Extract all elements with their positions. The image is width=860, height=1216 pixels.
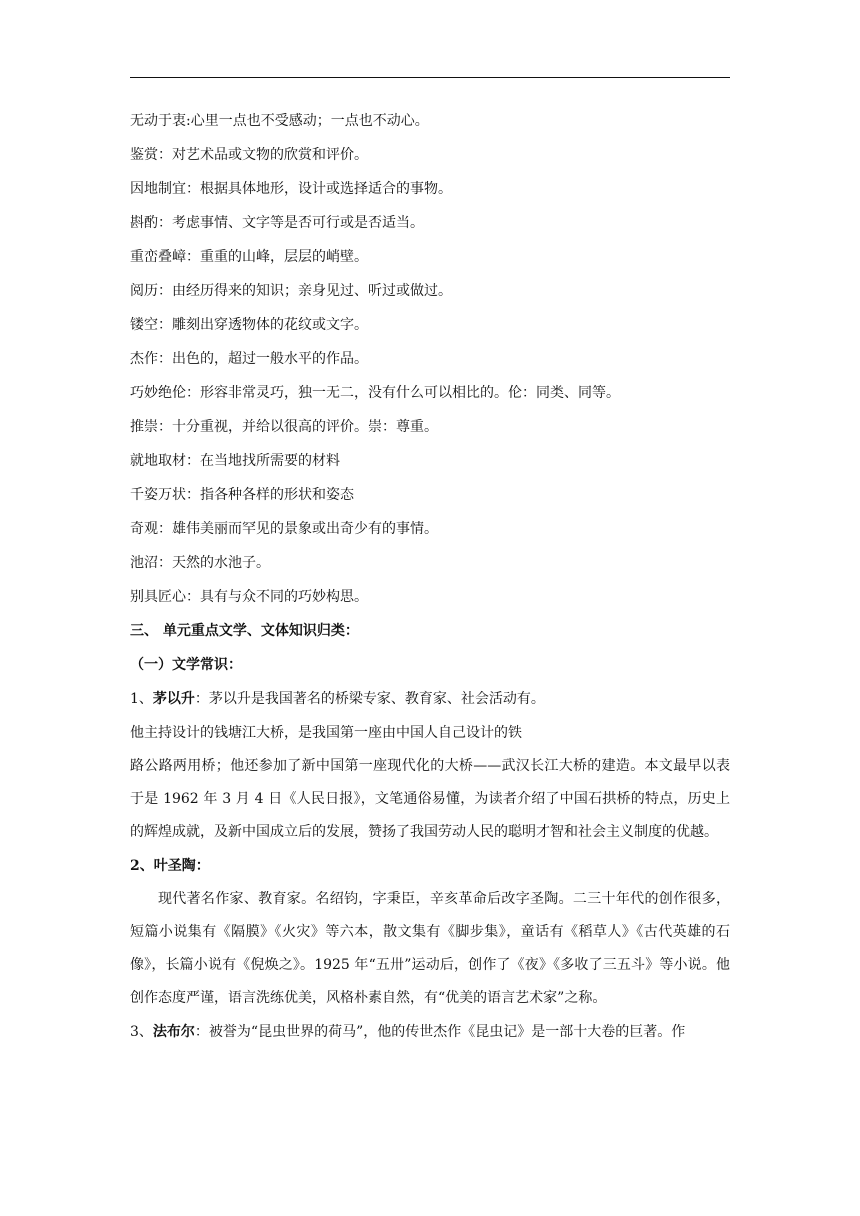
definition-line: 千姿万状：指各种各样的形状和姿态 [130, 487, 354, 503]
definition-line: 杰作：出色的，超过一般水平的作品。 [130, 351, 368, 367]
subsection-heading: （一）文学常识： [130, 657, 242, 673]
definition-line: 奇观：雄伟美丽而罕见的景象或出奇少有的事情。 [130, 521, 438, 537]
item-3-line [130, 1015, 730, 1049]
definition-line: 重峦叠嶂：重重的山峰，层层的峭壁。 [130, 249, 368, 265]
definition-line: 巧妙绝伦：形容非常灵巧，独一无二，没有什么可以相比的。伦：同类、同等。 [130, 385, 620, 401]
definition-line: 别具匠心：具有与众不同的巧妙构思。 [130, 589, 368, 605]
item-3-name: 法布尔 [152, 1024, 195, 1040]
section-heading: 三、 单元重点文学、文体知识归类： [130, 623, 359, 639]
item-2-heading: 2、叶圣陶： [130, 858, 210, 874]
item-3-text: ：被誉为“昆虫世界的荷马”，他的传世杰作《昆虫记》是一部十大卷的巨著。作 [194, 1024, 686, 1040]
item-1-intro [130, 682, 730, 716]
definition-line: 鉴赏：对艺术品或文物的欣赏和评价。 [130, 147, 368, 163]
definition-line: 池沼：天然的水池子。 [130, 555, 270, 571]
definition-line: 无动于衷:心里一点也不受感动；一点也不动心。 [130, 113, 429, 129]
definition-line: 斟酌：考虑事情、文字等是否可行或是否适当。 [130, 215, 424, 231]
header-rule [130, 77, 730, 78]
item-1-paragraph: 路公路两用桥；他还参加了新中国第一座现代化的大桥——武汉长江大桥的建造。本文最早以表于是 1962 年 3 月 4 日《人民日报》，文笔通俗易懂，为读者介绍了中国石拱桥的特点，历史上的辉煌成就，及新中国成立后的发展，赞扬了我国劳动人民的聪明才智和社会主义制度的优越。 [130, 758, 730, 840]
document-body [130, 104, 730, 1049]
item-1-intro-text: ：茅以升是我国著名的桥梁专家、教育家、社会活动有。 [194, 691, 545, 707]
item-2-paragraph: 现代著名作家、教育家。名绍钧，字秉臣，辛亥革命后改字圣陶。二三十年代的创作很多，短篇小说集有《隔膜》《火灾》等六本，散文集有《脚步集》，童话有《稻草人》《古代英雄的石像》，长篇小说有《倪焕之》。1925 年“五卅”运动后，创作了《夜》《多收了三五斗》等小说。他创作态度严谨，语言洗练优美，风格朴素自然，有“优美的语言艺术家”之称。 [130, 891, 730, 1006]
item-1-name: 茅以升 [152, 691, 195, 707]
item-1-number: 1、 [130, 691, 153, 707]
definition-line: 就地取材：在当地找所需要的材料 [130, 453, 340, 469]
item-3-number: 3、 [130, 1024, 153, 1040]
definition-line: 镂空：雕刻出穿透物体的花纹或文字。 [130, 317, 368, 333]
definition-line: 因地制宜：根据具体地形，设计或选择适合的事物。 [130, 181, 452, 197]
definition-line: 阅历：由经历得来的知识；亲身见过、听过或做过。 [130, 283, 452, 299]
item-1-line: 他主持设计的钱塘江大桥，是我国第一座由中国人自己设计的铁 [130, 725, 522, 741]
definition-line: 推崇：十分重视，并给以很高的评价。崇：尊重。 [130, 419, 438, 435]
